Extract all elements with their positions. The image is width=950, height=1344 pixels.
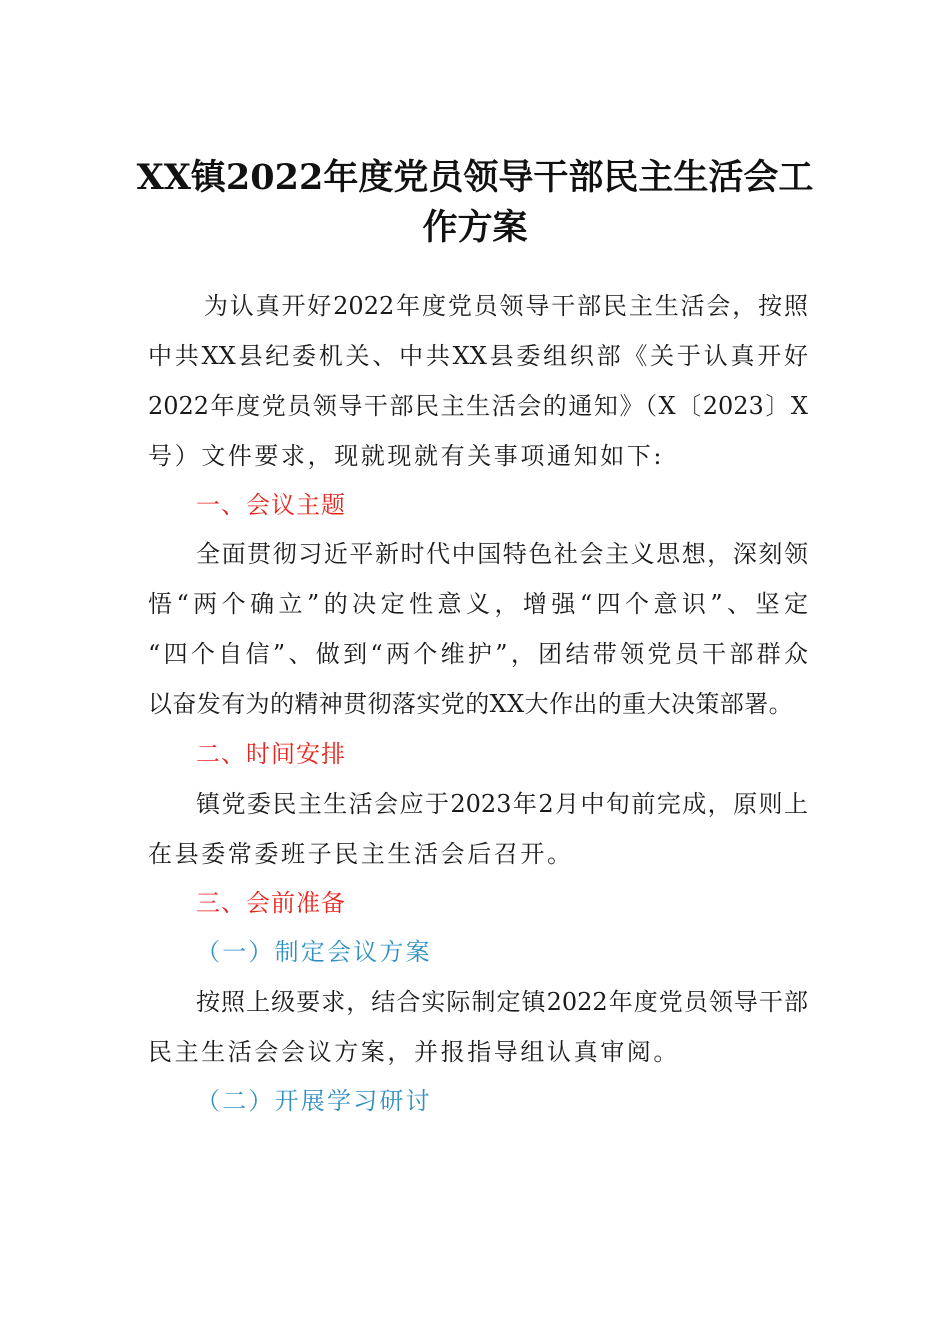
- section2-line-1: 镇党委民主生活会应于2023年2月中旬前完成，原则上: [196, 790, 808, 818]
- section3-sub1-line-2: 民主生活会会议方案，并报指导组认真审阅。: [148, 1038, 680, 1066]
- intro-line-2: 中共XX县纪委机关、中共XX县委组织部《关于认真开好: [148, 342, 808, 370]
- section2-line-2: 在县委常委班子民主生活会后召开。: [148, 840, 574, 868]
- section1-line-3: “四个自信”、做到“两个维护”，团结带领党员干部群众: [148, 640, 808, 668]
- section-heading-meeting-theme: 一、会议主题: [196, 491, 346, 519]
- intro-line-3: 2022年度党员领导干部民主生活会的通知》（X〔2023〕X: [148, 392, 808, 420]
- section1-line-1: 全面贯彻习近平新时代中国特色社会主义思想，深刻领: [196, 540, 808, 568]
- section-heading-schedule: 二、时间安排: [196, 740, 346, 768]
- document-title-line-1: XX镇2022年度党员领导干部民主生活会工: [136, 157, 814, 198]
- section1-line-2: 悟“两个确立”的决定性意义，增强“四个意识”、坚定: [148, 590, 808, 618]
- intro-line-1: 为认真开好2022年度党员领导干部民主生活会，按照: [178, 292, 808, 320]
- subsection-heading-meeting-plan: （一）制定会议方案: [196, 938, 432, 966]
- section3-sub1-line-1: 按照上级要求，结合实际制定镇2022年度党员领导干部: [196, 988, 808, 1016]
- intro-line-4: 号）文件要求，现就现就有关事项通知如下:: [148, 442, 665, 470]
- subsection-heading-study: （二）开展学习研讨: [196, 1087, 432, 1115]
- section1-line-4: 以奋发有为的精神贯彻落实党的XX大作出的重大决策部署。: [148, 690, 793, 718]
- section-heading-preparation: 三、会前准备: [196, 889, 346, 917]
- document-title-line-2: 作方案: [422, 207, 528, 248]
